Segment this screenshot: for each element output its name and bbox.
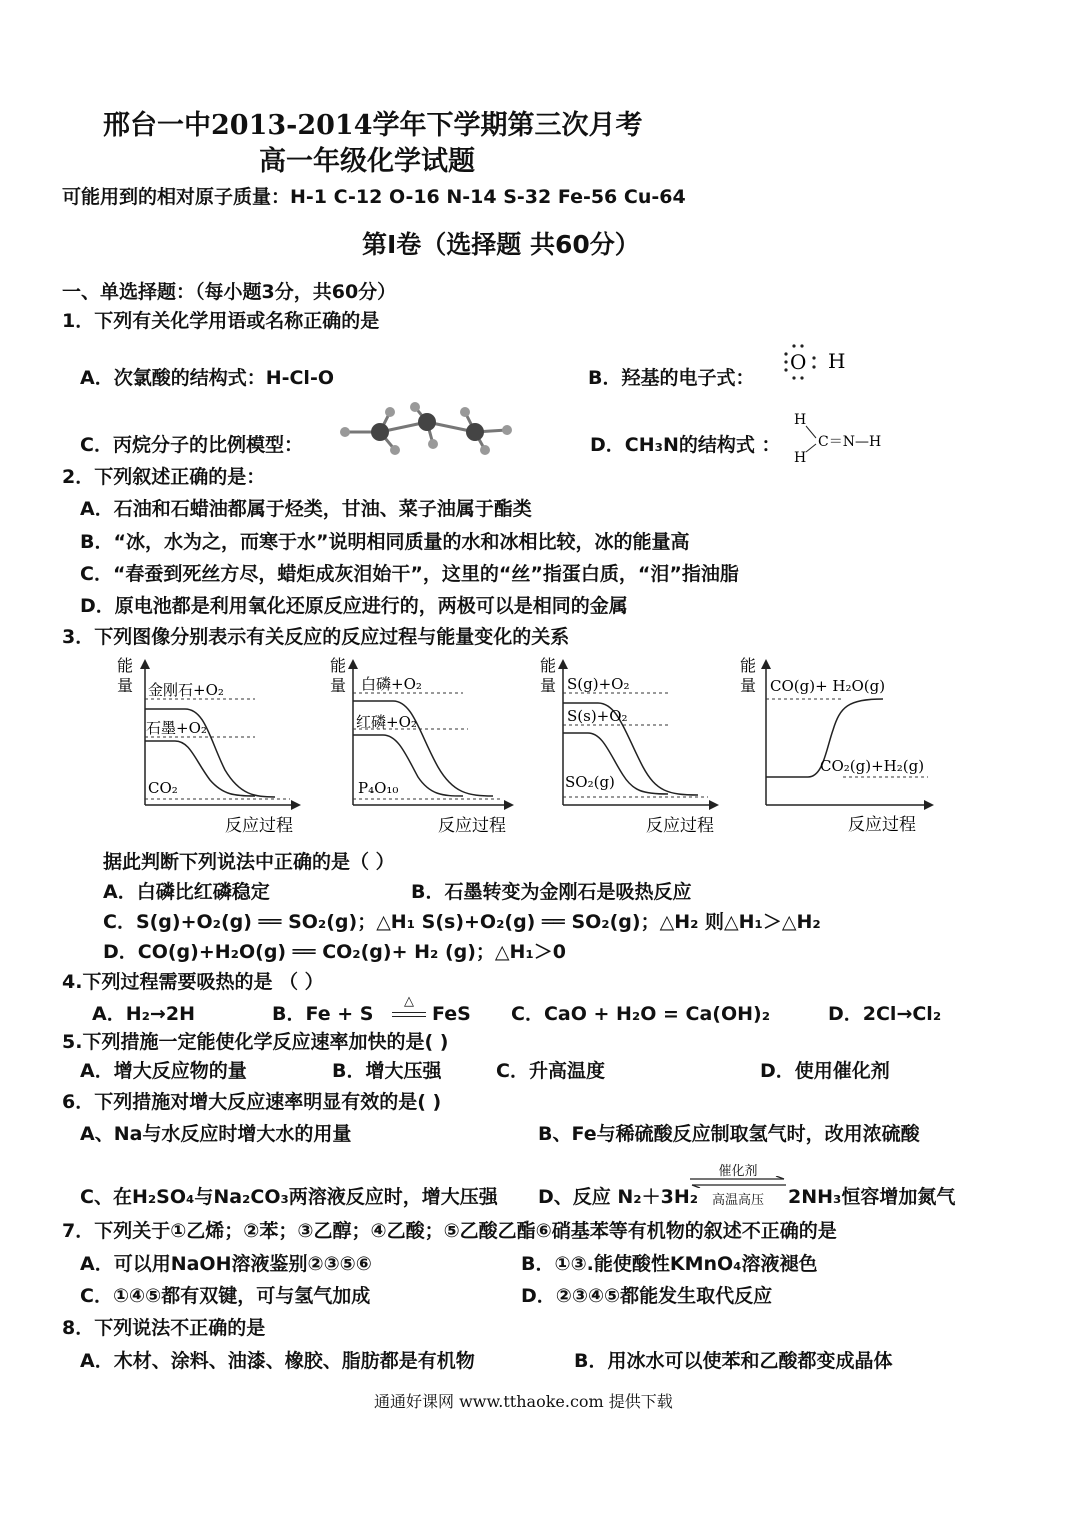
section-title: 一、单选择题：（每小题3分，共60分） (62, 281, 397, 303)
q3-option-d: D．CO(g)+H₂O(g) ══ CO₂(g)+ H₂ (g)；△H₁＞0 (103, 941, 566, 963)
q5-stem: 5.下列措施一定能使化学反应速率加快的是( ) (62, 1031, 449, 1053)
ch3n-chain: C＝N—H (818, 434, 882, 450)
atomic-masses: 可能用到的相对原子质量：H-1 C-12 O-16 N-14 S-32 Fe-56 Cu-64 (62, 186, 686, 208)
q4-stem: 4.下列过程需要吸热的是 （ ） (62, 971, 324, 993)
q2-stem: 2．下列叙述正确的是： (62, 466, 266, 488)
q3-option-b: B．石墨转变为金刚石是吸热反应 (411, 881, 692, 903)
g3-label-1: S(s)+O₂ (567, 707, 628, 725)
q7-option-b: B．①③.能使酸性KMnO₄溶液褪色 (521, 1253, 818, 1275)
g2-label-2: P₄O₁₀ (358, 779, 399, 797)
subject-title: 高一年级化学试题 (259, 146, 475, 177)
q5-option-a: A．增大反应物的量 (80, 1060, 247, 1082)
q4-option-c: C．CaO + H₂O = Ca(OH)₂ (511, 1003, 771, 1025)
g1-label-2: CO₂ (148, 779, 178, 797)
q7-stem: 7．下列关于①乙烯；②苯；③乙醇；④乙酸；⑤乙酸乙酯⑥硝基苯等有机物的叙述不正确的是 (62, 1220, 837, 1242)
ch3n-structural-formula (790, 408, 900, 468)
q3-judge: 据此判断下列说法中正确的是（ ） (103, 851, 395, 873)
svg-text:量: 量 (540, 676, 557, 695)
g2-xlabel: 反应过程 (438, 816, 506, 836)
g1-xlabel: 反应过程 (225, 816, 293, 836)
propane-model-image (335, 402, 515, 462)
g4-label-0: CO(g)+ H₂O(g) (770, 677, 886, 695)
q3-option-a: A．白磷比红磷稳定 (103, 881, 270, 903)
q4-option-b-left: B．Fe + S (272, 1003, 374, 1025)
part-title: 第Ⅰ卷（选择题 共60分） (362, 230, 640, 259)
q2-option-b: B．“冰，水为之，而寒于水”说明相同质量的水和冰相比较，冰的能量高 (80, 531, 690, 553)
g2-label-1: 红磷+O₂ (356, 713, 417, 731)
q2-option-c: C．“春蚕到死丝方尽，蜡炬成灰泪始干”，这里的“丝”指蛋白质，“泪”指油脂 (80, 563, 739, 585)
q4-option-a: A．H₂→2H (92, 1003, 195, 1025)
energy-graph-phosphorus (328, 655, 533, 840)
ch3n-h-top: H (794, 412, 807, 428)
g1-label-1: 石墨+O₂ (146, 719, 207, 737)
q5-option-b: B．增大压强 (332, 1060, 442, 1082)
svg-text:能: 能 (330, 656, 347, 675)
hydroxyl-h-text: H (828, 349, 846, 373)
q6-option-d-left: D、反应 N₂＋3H₂ (538, 1186, 699, 1208)
q6-d-equilibrium-arrows (688, 1176, 788, 1188)
q8-option-b: B．用冰水可以使苯和乙酸都变成晶体 (574, 1350, 893, 1372)
q6-stem: 6．下列措施对增大反应速率明显有效的是( ) (62, 1091, 442, 1113)
energy-graph-diamond (115, 655, 320, 840)
q8-stem: 8．下列说法不正确的是 (62, 1317, 266, 1339)
q6-option-d-right: 2NH₃恒容增加氮气 (788, 1186, 956, 1208)
q4-option-b-right: FeS (432, 1003, 471, 1025)
q5-option-c: C．升高温度 (496, 1060, 605, 1082)
q1-option-b: B．羟基的电子式： (588, 367, 755, 389)
q1-option-a: A．次氯酸的结构式：H-Cl-O (80, 367, 334, 389)
q6-d-conditions: 高温高压 (711, 1193, 764, 1208)
q1-stem: 1．下列有关化学用语或名称正确的是 (62, 310, 380, 332)
svg-text:量: 量 (117, 676, 134, 695)
q7-option-a: A．可以用NaOH溶液鉴别②③⑤⑥ (80, 1253, 372, 1275)
q4-b-line-top (392, 1012, 426, 1013)
svg-text:能: 能 (117, 656, 134, 675)
q6-option-c: C、在H₂SO₄与Na₂CO₃两溶液反应时，增大压强 (80, 1186, 498, 1208)
hydroxyl-o-text: O (790, 350, 807, 374)
q3-option-c: C．S(g)+O₂(g) ══ SO₂(g)；△H₁ S(s)+O₂(g) ══ SO₂(g)；△H₂ 则△H₁＞△H₂ (103, 911, 821, 933)
hydroxyl-electron-formula (770, 340, 880, 384)
q7-option-d: D．②③④⑤都能发生取代反应 (521, 1285, 773, 1307)
g3-label-2: SO₂(g) (565, 773, 615, 791)
q7-option-c: C．①④⑤都有双键，可与氢气加成 (80, 1285, 371, 1307)
g3-label-0: S(g)+O₂ (567, 675, 630, 693)
svg-text:能: 能 (740, 656, 757, 675)
g1-label-0: 金刚石+O₂ (148, 681, 224, 699)
q6-option-b: B、Fe与稀硫酸反应制取氢气时，改用浓硫酸 (538, 1123, 920, 1145)
school-title: 邢台一中2013-2014学年下学期第三次月考 (103, 110, 643, 141)
svg-text:量: 量 (330, 676, 347, 695)
q5-option-d: D．使用催化剂 (760, 1060, 890, 1082)
q8-option-a: A．木材、涂料、油漆、橡胶、脂肪都是有机物 (80, 1350, 475, 1372)
energy-graph-sulfur (538, 655, 738, 840)
q2-option-a: A．石油和石蜡油都属于烃类，甘油、菜子油属于酯类 (80, 498, 532, 520)
svg-text:量: 量 (740, 676, 757, 695)
q2-option-d: D．原电池都是利用氧化还原反应进行的，两极可以是相同的金属 (80, 595, 628, 617)
energy-graph-water-gas (738, 655, 948, 840)
q4-b-condition: △ (404, 994, 414, 1009)
g3-xlabel: 反应过程 (646, 816, 714, 836)
svg-text:能: 能 (540, 656, 557, 675)
g4-xlabel: 反应过程 (848, 815, 916, 835)
q6-d-catalyst: 催化剂 (718, 1164, 758, 1179)
q1-option-d: D．CH₃N的结构式 ： (590, 434, 781, 456)
g2-label-0: 白磷+O₂ (361, 675, 422, 693)
q4-b-line-bottom (392, 1016, 426, 1017)
q1-option-c: C．丙烷分子的比例模型： (80, 434, 303, 456)
q3-stem: 3．下列图像分别表示有关反应的反应过程与能量变化的关系 (62, 626, 570, 648)
ch3n-h-bottom: H (794, 450, 807, 466)
footer-source: 通通好课网 www.tthaoke.com 提供下载 (374, 1392, 673, 1411)
q6-option-a: A、Na与水反应时增大水的用量 (80, 1123, 352, 1145)
g4-label-1: CO₂(g)+H₂(g) (820, 757, 925, 775)
q4-option-d: D．2Cl→Cl₂ (828, 1003, 942, 1025)
